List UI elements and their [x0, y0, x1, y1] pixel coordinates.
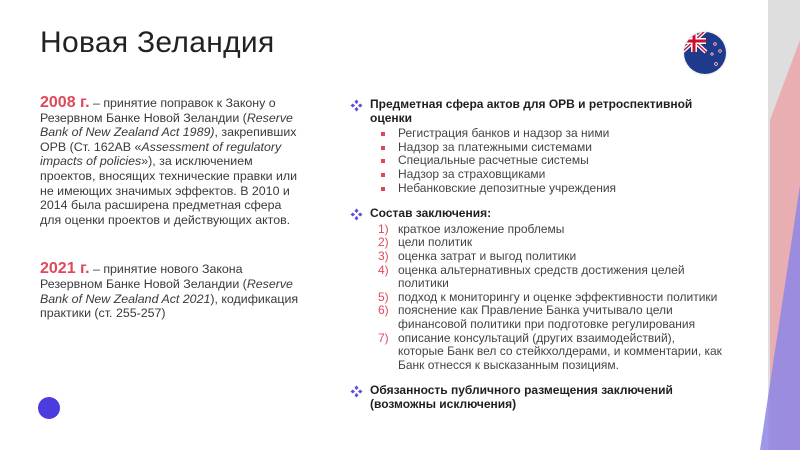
- year-2008: 2008 г.: [40, 94, 90, 111]
- year-2021: 2021 г.: [40, 260, 90, 278]
- list-item: Специальные расчетные системы: [370, 154, 722, 168]
- decorative-dot: [38, 397, 60, 419]
- p2-act-name: Reserve Bank of New Zealand Act 2021: [40, 276, 293, 306]
- list-item: 2) цели политик: [378, 235, 473, 250]
- list-item: 1) краткое изложение проблемы: [378, 221, 565, 236]
- scope-list: [370, 127, 722, 195]
- p1-act-name: Reserve Bank of New Zealand Act 1989): [40, 110, 293, 140]
- new-zealand-flag-icon: [682, 30, 728, 76]
- list-item: Небанковские депозитные учреждения: [370, 182, 722, 196]
- p2-text-2: ), кодификация практики (ст. 255-257): [40, 291, 299, 321]
- list-item: 7) описание консультаций (других взаимодействий), которые Банк вел со стейкхолдерами, и комментарии, как Банк отнесся к высказанным позициям.: [378, 330, 722, 372]
- conclusion-list: [370, 223, 722, 373]
- section-conclusion-title: Состав заключения:: [370, 206, 492, 221]
- list-item: 3) оценка затрат и выгод политики: [378, 248, 577, 263]
- section-publication: [350, 384, 722, 411]
- four-diamond-bullet-icon: [350, 208, 363, 221]
- list-item: 4) оценка альтернативных средств достижения целей политики: [378, 262, 685, 291]
- square-bullet-icon: [381, 146, 385, 150]
- p1-text-3: »), за исключением проектов, вносящих технические правки или не имеющих значимых эффектов. В 2010 и 2014 была расширена предметная сфера для оценки проектов и действующих актов.: [40, 154, 298, 227]
- four-diamond-bullet-icon: [350, 99, 363, 112]
- p2-text-1: – принятие нового Закона Резервном Банке Новой Зеландии (: [40, 262, 247, 291]
- p1-text-1: – принятие поправок к Закону о Резервном Банке Новой Зеландии (: [40, 96, 276, 125]
- square-bullet-icon: [381, 159, 385, 163]
- square-bullet-icon: [381, 173, 385, 177]
- square-bullet-icon: [381, 187, 385, 191]
- list-item: 6) пояснение как Правление Банка учитывало цели финансовой политики при подготовке регулирования: [378, 303, 696, 331]
- p1-article-name: Assessment of regulatory impacts of policies: [40, 139, 282, 169]
- list-item: Надзор за страховщиками: [370, 168, 722, 182]
- paragraph-2021: [40, 262, 302, 320]
- list-item: Регистрация банков и надзор за ними: [370, 127, 722, 141]
- p1-text-2: , закрепивших ОРВ (Ст. 162AB «: [40, 125, 297, 154]
- left-column: [40, 96, 302, 356]
- section-scope: [350, 98, 722, 195]
- section-publication-title: Обязанность публичного размещения заключений (возможны исключения): [370, 383, 673, 411]
- section-scope-title: Предметная сфера актов для ОРВ и ретроспективной оценки: [370, 97, 693, 125]
- paragraph-2008: [40, 96, 302, 227]
- list-item: 5) подход к мониторингу и оценке эффективности политики: [378, 289, 718, 304]
- page-title: Новая Зеландия: [40, 26, 275, 59]
- right-column: [350, 98, 722, 417]
- list-item: Надзор за платежными системами: [370, 141, 722, 155]
- square-bullet-icon: [381, 132, 385, 136]
- section-conclusion: [350, 207, 722, 372]
- four-diamond-bullet-icon: [350, 385, 363, 398]
